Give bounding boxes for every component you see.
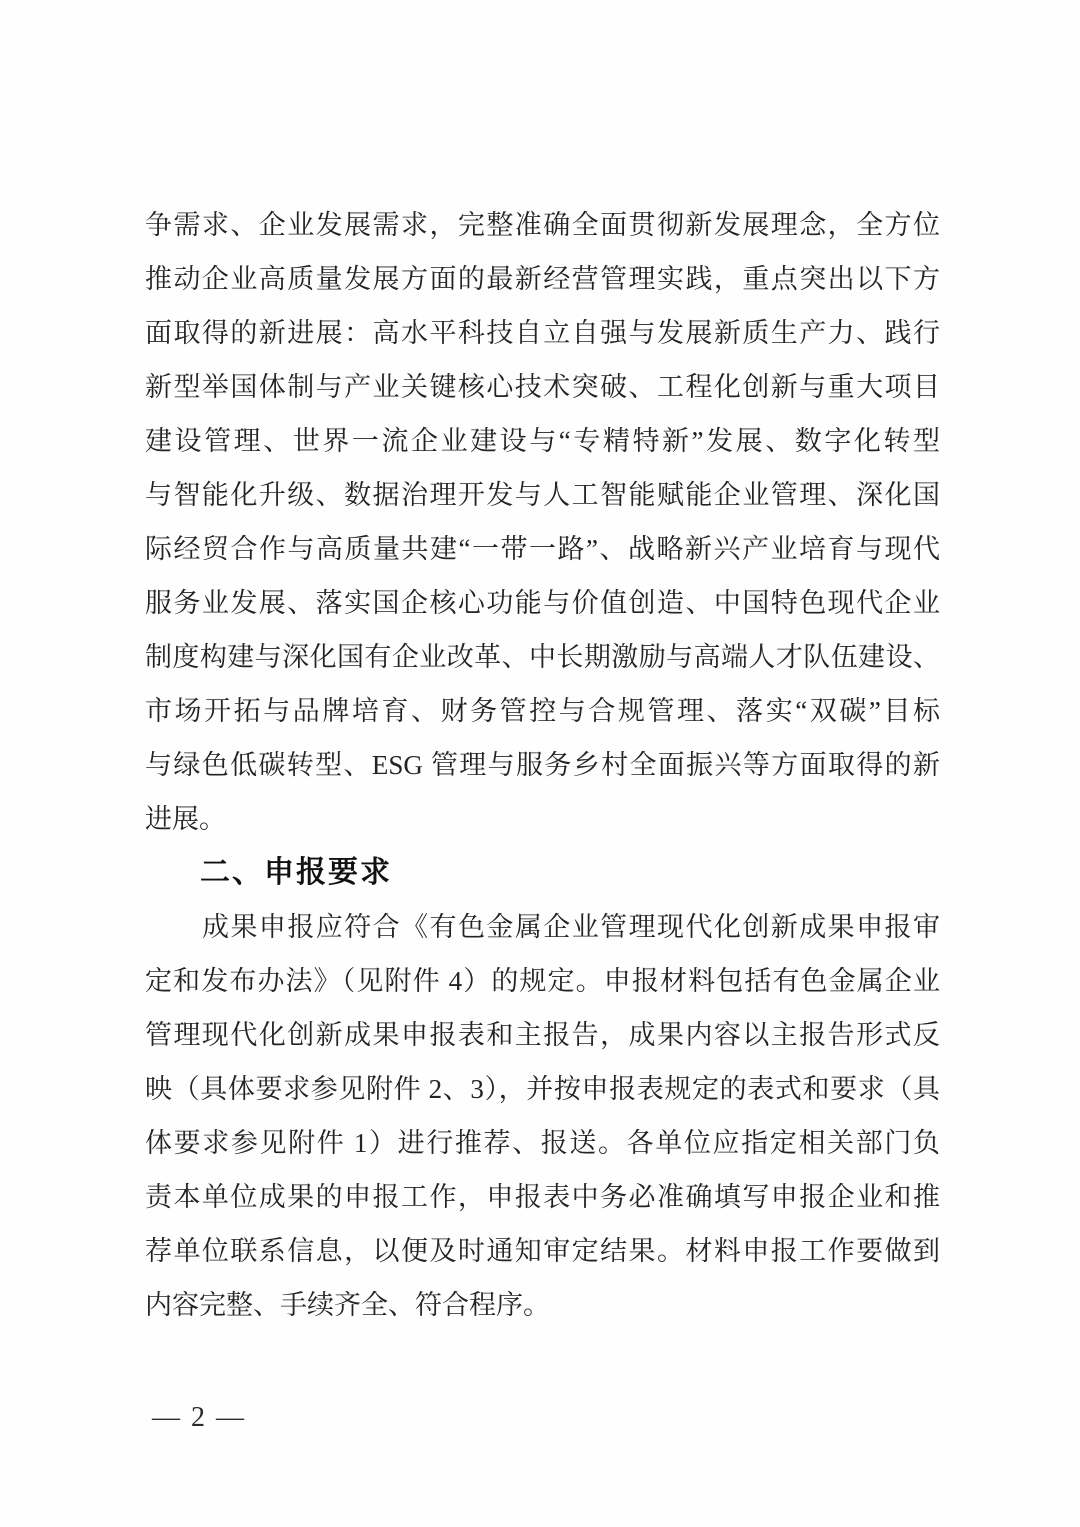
body-line: 制度构建与深化国有企业改革、中长期激励与高端人才队伍建设、 <box>145 642 940 672</box>
body-line: 争需求、企业发展需求，完整准确全面贯彻新发展理念，全方位 <box>145 210 940 240</box>
body-line: 管理现代化创新成果申报表和主报告，成果内容以主报告形式反 <box>145 1020 940 1050</box>
body-line: 推动企业高质量发展方面的最新经营管理实践，重点突出以下方 <box>145 264 940 294</box>
body-line: 与智能化升级、数据治理开发与人工智能赋能企业管理、深化国 <box>145 480 940 510</box>
document-body <box>145 198 940 1332</box>
body-line: 映（具体要求参见附件 2、3），并按申报表规定的表式和要求（具 <box>145 1074 940 1104</box>
body-line: 进展。 <box>145 804 226 834</box>
section-heading: 二、申报要求 <box>200 856 392 889</box>
body-line: 定和发布办法》（见附件 4）的规定。申报材料包括有色金属企业 <box>145 966 940 996</box>
body-line: 与绿色低碳转型、ESG 管理与服务乡村全面振兴等方面取得的新 <box>145 750 940 780</box>
body-line: 面取得的新进展：高水平科技自立自强与发展新质生产力、践行 <box>145 318 940 348</box>
body-line: 新型举国体制与产业关键核心技术突破、工程化创新与重大项目 <box>145 372 940 402</box>
body-line: 成果申报应符合《有色金属企业管理现代化创新成果申报审 <box>202 912 940 942</box>
body-line: 责本单位成果的申报工作，申报表中务必准确填写申报企业和推 <box>145 1182 940 1212</box>
body-line: 体要求参见附件 1）进行推荐、报送。各单位应指定相关部门负 <box>145 1128 940 1158</box>
body-line: 服务业发展、落实国企核心功能与价值创造、中国特色现代企业 <box>145 588 940 618</box>
body-line: 市场开拓与品牌培育、财务管控与合规管理、落实“双碳”目标 <box>145 696 940 726</box>
body-line: 荐单位联系信息，以便及时通知审定结果。材料申报工作要做到 <box>145 1236 940 1266</box>
body-line: 内容完整、手续齐全、符合程序。 <box>145 1290 550 1320</box>
page-number: — 2 — <box>152 1402 246 1433</box>
body-line: 建设管理、世界一流企业建设与“专精特新”发展、数字化转型 <box>145 426 940 456</box>
body-line: 际经贸合作与高质量共建“一带一路”、战略新兴产业培育与现代 <box>145 534 940 564</box>
